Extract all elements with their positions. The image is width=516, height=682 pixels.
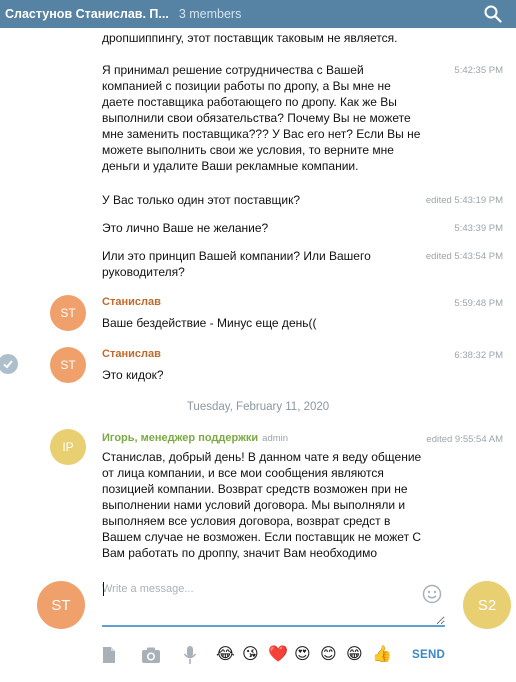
- message-text: Ваше бездействие - Минус еще день((: [102, 316, 317, 330]
- chat-title[interactable]: Сластунов Станислав. П...: [5, 7, 169, 21]
- search-icon[interactable]: [484, 5, 502, 23]
- avatar[interactable]: ST: [50, 295, 86, 331]
- message-time: 6:38:32 PM: [454, 350, 503, 361]
- emoji-grin-icon[interactable]: 😁: [346, 646, 363, 663]
- sender-name[interactable]: Станислав: [102, 296, 161, 308]
- message-text: У Вас только один этот поставщик?: [102, 193, 301, 207]
- message-composer: [0, 573, 516, 682]
- avatar[interactable]: IP: [50, 429, 86, 465]
- message-time: 5:43:39 PM: [454, 223, 503, 234]
- sender-name[interactable]: Станислав: [102, 348, 161, 360]
- emoji-heart-icon[interactable]: ❤️: [268, 646, 288, 663]
- message-time: 5:59:48 PM: [454, 298, 503, 309]
- emoji-picker-icon[interactable]: [421, 583, 443, 605]
- chat-header: [0, 0, 516, 28]
- emoji-thumbs-up-icon[interactable]: 👍: [372, 646, 392, 663]
- microphone-icon[interactable]: [181, 645, 199, 665]
- message-time: edited 9:55:54 AM: [426, 434, 503, 445]
- message-text: Станислав, добрый день! В данном чате я веду общение от лица компании, и все мои сообщения являются позицией компании. Возврат средств возможен при не выполнении нами условий договора. Мы выполняли и выполняем все условия договора, возврат средст в Вашем случае не возможен. Если поставщик не может С Вам работать по дроппу, значит Вам необходимо: [102, 450, 422, 560]
- avatar[interactable]: ST: [50, 347, 86, 383]
- camera-icon[interactable]: [140, 645, 162, 665]
- admin-badge: admin: [262, 433, 289, 444]
- message-text: Или это принцип Вашей компании? Или Вашего руководителя?: [102, 249, 371, 279]
- message-text: Это лично Ваше не желание?: [102, 221, 269, 235]
- peer-avatar[interactable]: S2: [463, 581, 511, 629]
- checkmark-icon[interactable]: [0, 354, 18, 374]
- emoji-kiss-icon[interactable]: 😘: [242, 646, 259, 663]
- emoji-smile-icon[interactable]: 😊: [320, 646, 337, 663]
- text-cursor: [103, 582, 104, 596]
- message-text: Я принимал решение сотрудничества с Вашей компанией с позиции работы по дропу, а Вы мне не даете поставщика работающего по дропу. Как же Вы выполнили свои обязательства? Почему Вы не можете мне заменить поставщика??? У Вас его нет? Если Вы не можете выполнить свои же условия, то верните мне деньги и удалите Ваши рекламные компании.: [102, 63, 421, 173]
- message-history[interactable]: [0, 28, 516, 573]
- message-text: дропшиппингу, этот поставщик таковым не является.: [102, 31, 398, 45]
- members-count[interactable]: 3 members: [178, 7, 242, 21]
- emoji-heart-eyes-icon[interactable]: 😍: [294, 646, 311, 663]
- message-time: 5:42:35 PM: [454, 65, 503, 76]
- my-avatar[interactable]: ST: [37, 581, 85, 629]
- message-time: edited 5:43:19 PM: [425, 195, 503, 206]
- sender-name-text: Игорь, менеджер поддержки: [102, 432, 259, 444]
- send-button[interactable]: SEND: [412, 649, 446, 661]
- message-time: edited 5:43:54 PM: [425, 251, 503, 262]
- message-input[interactable]: [102, 583, 445, 627]
- message-text: Это кидок?: [102, 368, 164, 382]
- attach-file-icon[interactable]: [100, 645, 118, 665]
- date-separator: Tuesday, February 11, 2020: [186, 401, 330, 413]
- emoji-joy-icon[interactable]: 😂: [216, 646, 235, 663]
- sender-name[interactable]: [102, 432, 288, 444]
